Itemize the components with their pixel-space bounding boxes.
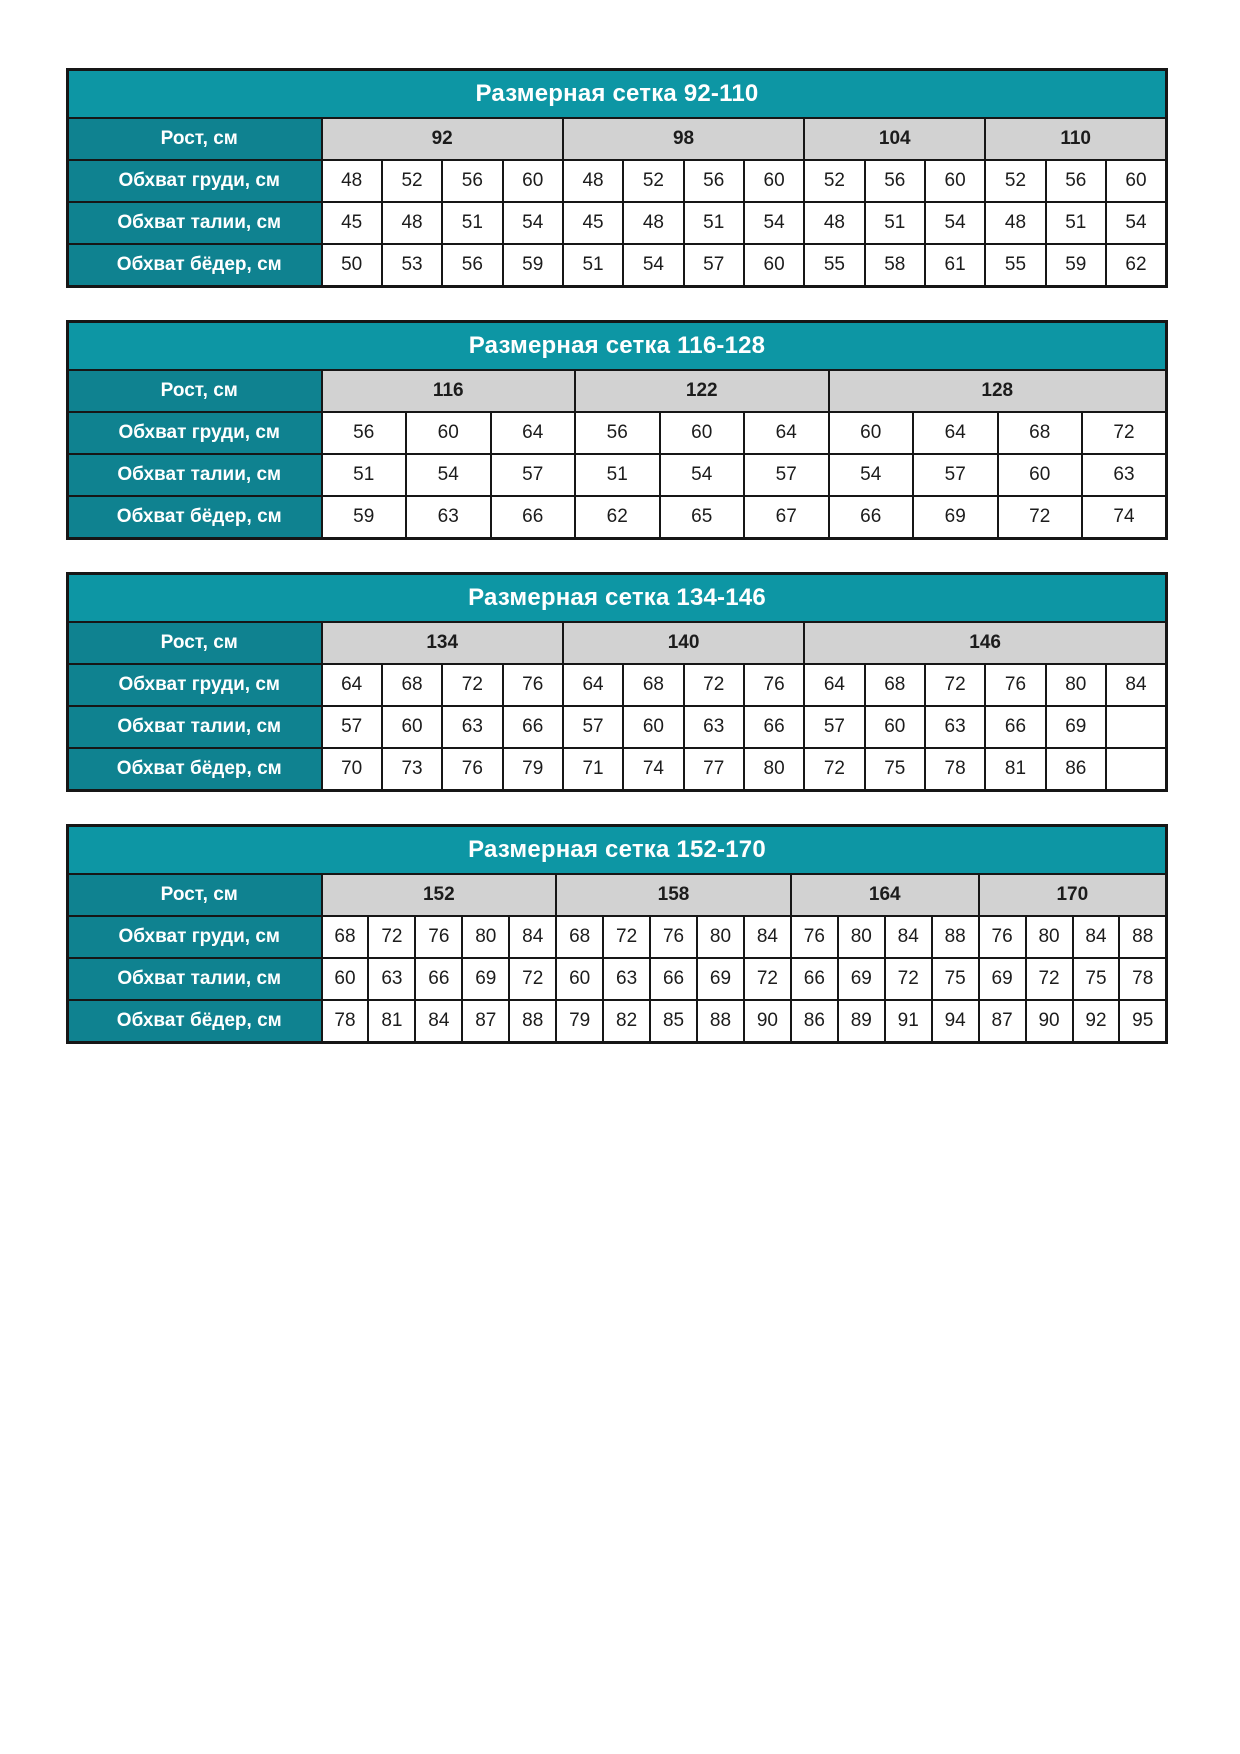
measurement-cell: 66 — [829, 496, 914, 539]
measurement-cell: 72 — [603, 916, 650, 958]
measurement-cell: 52 — [623, 160, 683, 202]
table-title: Размерная сетка 92-110 — [68, 70, 1167, 119]
measurement-cell: 75 — [932, 958, 979, 1000]
row-label-chest: Обхват груди, см — [68, 412, 322, 454]
measurement-cell: 84 — [509, 916, 556, 958]
measurement-cell: 48 — [804, 202, 864, 244]
measurement-cell: 64 — [322, 664, 382, 706]
height-group-cell: 140 — [563, 622, 804, 664]
measurement-cell: 59 — [322, 496, 407, 539]
measurement-cell: 78 — [1119, 958, 1166, 1000]
measurement-cell: 51 — [563, 244, 623, 287]
measurement-cell: 51 — [865, 202, 925, 244]
height-group-cell: 104 — [804, 118, 985, 160]
measurement-cell: 86 — [1046, 748, 1106, 791]
row-label-height: Рост, см — [68, 622, 322, 664]
measurement-cell: 63 — [442, 706, 502, 748]
measurement-cell: 45 — [322, 202, 382, 244]
measurement-cell: 84 — [415, 1000, 462, 1043]
measurement-cell: 60 — [829, 412, 914, 454]
measurement-cell: 89 — [838, 1000, 885, 1043]
measurement-cell: 72 — [442, 664, 502, 706]
measurement-cell: 48 — [382, 202, 442, 244]
measurement-cell: 64 — [563, 664, 623, 706]
measurement-cell: 94 — [932, 1000, 979, 1043]
row-label-height: Рост, см — [68, 370, 322, 412]
height-group-cell: 110 — [985, 118, 1166, 160]
measurement-cell: 59 — [503, 244, 563, 287]
measurement-cell: 84 — [1073, 916, 1120, 958]
measurement-cell: 66 — [503, 706, 563, 748]
measurement-cell: 54 — [829, 454, 914, 496]
measurement-cell: 81 — [985, 748, 1045, 791]
measurement-cell: 48 — [623, 202, 683, 244]
measurement-cell: 54 — [744, 202, 804, 244]
measurement-cell: 87 — [979, 1000, 1026, 1043]
measurement-cell: 60 — [998, 454, 1083, 496]
measurement-cell: 75 — [1073, 958, 1120, 1000]
measurement-cell: 72 — [1026, 958, 1073, 1000]
measurement-cell: 85 — [650, 1000, 697, 1043]
measurement-cell: 57 — [684, 244, 744, 287]
measurement-cell: 54 — [406, 454, 491, 496]
measurement-cell: 76 — [650, 916, 697, 958]
measurement-cell: 56 — [865, 160, 925, 202]
measurement-cell: 56 — [684, 160, 744, 202]
row-label-chest: Обхват груди, см — [68, 664, 322, 706]
measurement-cell: 80 — [1046, 664, 1106, 706]
height-group-cell: 128 — [829, 370, 1167, 412]
row-label-waist: Обхват талии, см — [68, 454, 322, 496]
measurement-cell: 66 — [650, 958, 697, 1000]
measurement-cell: 80 — [744, 748, 804, 791]
measurement-cell: 66 — [744, 706, 804, 748]
measurement-cell: 76 — [791, 916, 838, 958]
measurement-cell: 68 — [322, 916, 369, 958]
measurement-cell: 80 — [838, 916, 885, 958]
measurement-cell: 90 — [744, 1000, 791, 1043]
measurement-cell: 62 — [1106, 244, 1167, 287]
measurement-cell: 56 — [1046, 160, 1106, 202]
measurement-cell: 56 — [322, 412, 407, 454]
measurement-cell: 90 — [1026, 1000, 1073, 1043]
measurement-cell: 53 — [382, 244, 442, 287]
measurement-cell: 52 — [985, 160, 1045, 202]
row-label-waist: Обхват талии, см — [68, 706, 322, 748]
measurement-cell: 63 — [925, 706, 985, 748]
measurement-cell: 74 — [1082, 496, 1167, 539]
measurement-cell: 63 — [603, 958, 650, 1000]
measurement-cell: 79 — [556, 1000, 603, 1043]
measurement-cell: 57 — [804, 706, 864, 748]
measurement-cell: 95 — [1119, 1000, 1166, 1043]
measurement-cell: 60 — [744, 160, 804, 202]
measurement-cell: 76 — [415, 916, 462, 958]
measurement-cell: 56 — [442, 160, 502, 202]
measurement-cell: 58 — [865, 244, 925, 287]
measurement-cell: 92 — [1073, 1000, 1120, 1043]
height-group-cell: 158 — [556, 874, 791, 916]
measurement-cell: 60 — [322, 958, 369, 1000]
measurement-cell: 80 — [1026, 916, 1073, 958]
height-group-cell: 134 — [322, 622, 563, 664]
size-tables-container — [66, 68, 1168, 1076]
measurement-cell: 63 — [368, 958, 415, 1000]
measurement-cell: 57 — [913, 454, 998, 496]
measurement-cell: 88 — [697, 1000, 744, 1043]
measurement-cell: 69 — [838, 958, 885, 1000]
row-label-height: Рост, см — [68, 118, 322, 160]
measurement-cell: 66 — [985, 706, 1045, 748]
measurement-cell: 45 — [563, 202, 623, 244]
measurement-cell: 51 — [684, 202, 744, 244]
measurement-cell: 60 — [1106, 160, 1167, 202]
height-group-cell: 164 — [791, 874, 979, 916]
measurement-cell: 68 — [865, 664, 925, 706]
measurement-cell: 66 — [415, 958, 462, 1000]
height-group-cell: 92 — [322, 118, 563, 160]
measurement-cell: 71 — [563, 748, 623, 791]
measurement-cell: 61 — [925, 244, 985, 287]
measurement-cell: 54 — [660, 454, 745, 496]
size-table-2 — [66, 320, 1168, 540]
measurement-cell: 54 — [623, 244, 683, 287]
measurement-cell: 67 — [744, 496, 829, 539]
measurement-cell — [1106, 748, 1167, 791]
measurement-cell: 51 — [575, 454, 660, 496]
measurement-cell: 72 — [885, 958, 932, 1000]
measurement-cell: 68 — [998, 412, 1083, 454]
measurement-cell: 48 — [985, 202, 1045, 244]
measurement-cell: 72 — [925, 664, 985, 706]
row-label-hips: Обхват бёдер, см — [68, 748, 322, 791]
measurement-cell: 60 — [660, 412, 745, 454]
measurement-cell: 88 — [509, 1000, 556, 1043]
row-label-chest: Обхват груди, см — [68, 160, 322, 202]
measurement-cell: 56 — [442, 244, 502, 287]
measurement-cell: 60 — [556, 958, 603, 1000]
measurement-cell: 69 — [462, 958, 509, 1000]
measurement-cell: 72 — [1082, 412, 1167, 454]
measurement-cell: 69 — [697, 958, 744, 1000]
measurement-cell: 72 — [744, 958, 791, 1000]
measurement-cell: 54 — [503, 202, 563, 244]
measurement-cell: 72 — [509, 958, 556, 1000]
height-group-cell: 146 — [804, 622, 1166, 664]
measurement-cell: 88 — [1119, 916, 1166, 958]
height-group-cell: 98 — [563, 118, 804, 160]
measurement-cell: 52 — [382, 160, 442, 202]
measurement-cell: 64 — [913, 412, 998, 454]
measurement-cell: 54 — [925, 202, 985, 244]
measurement-cell: 82 — [603, 1000, 650, 1043]
measurement-cell: 78 — [925, 748, 985, 791]
measurement-cell: 68 — [556, 916, 603, 958]
measurement-cell: 55 — [985, 244, 1045, 287]
measurement-cell: 56 — [575, 412, 660, 454]
measurement-cell: 84 — [1106, 664, 1167, 706]
table-title: Размерная сетка 116-128 — [68, 322, 1167, 371]
size-table-3 — [66, 572, 1168, 792]
measurement-cell: 69 — [979, 958, 1026, 1000]
measurement-cell: 59 — [1046, 244, 1106, 287]
measurement-cell: 63 — [406, 496, 491, 539]
measurement-cell: 76 — [979, 916, 1026, 958]
measurement-cell: 78 — [322, 1000, 369, 1043]
height-group-cell: 170 — [979, 874, 1167, 916]
measurement-cell: 64 — [744, 412, 829, 454]
measurement-cell: 64 — [491, 412, 576, 454]
measurement-cell: 76 — [744, 664, 804, 706]
measurement-cell: 76 — [503, 664, 563, 706]
row-label-hips: Обхват бёдер, см — [68, 496, 322, 539]
measurement-cell: 57 — [563, 706, 623, 748]
measurement-cell: 87 — [462, 1000, 509, 1043]
measurement-cell: 80 — [462, 916, 509, 958]
measurement-cell: 50 — [322, 244, 382, 287]
measurement-cell: 76 — [985, 664, 1045, 706]
row-label-hips: Обхват бёдер, см — [68, 244, 322, 287]
measurement-cell: 66 — [491, 496, 576, 539]
measurement-cell — [1106, 706, 1167, 748]
height-group-cell: 152 — [322, 874, 557, 916]
measurement-cell: 60 — [925, 160, 985, 202]
measurement-cell: 52 — [804, 160, 864, 202]
measurement-cell: 72 — [998, 496, 1083, 539]
size-table-4 — [66, 824, 1168, 1044]
measurement-cell: 70 — [322, 748, 382, 791]
height-group-cell: 122 — [575, 370, 829, 412]
measurement-cell: 74 — [623, 748, 683, 791]
measurement-cell: 81 — [368, 1000, 415, 1043]
measurement-cell: 84 — [744, 916, 791, 958]
measurement-cell: 84 — [885, 916, 932, 958]
row-label-waist: Обхват талии, см — [68, 958, 322, 1000]
measurement-cell: 64 — [804, 664, 864, 706]
row-label-hips: Обхват бёдер, см — [68, 1000, 322, 1043]
measurement-cell: 60 — [382, 706, 442, 748]
measurement-cell: 72 — [684, 664, 744, 706]
measurement-cell: 48 — [563, 160, 623, 202]
row-label-waist: Обхват талии, см — [68, 202, 322, 244]
measurement-cell: 76 — [442, 748, 502, 791]
measurement-cell: 57 — [322, 706, 382, 748]
measurement-cell: 54 — [1106, 202, 1167, 244]
table-title: Размерная сетка 134-146 — [68, 574, 1167, 623]
measurement-cell: 57 — [744, 454, 829, 496]
row-label-height: Рост, см — [68, 874, 322, 916]
measurement-cell: 60 — [503, 160, 563, 202]
measurement-cell: 57 — [491, 454, 576, 496]
measurement-cell: 80 — [697, 916, 744, 958]
measurement-cell: 66 — [791, 958, 838, 1000]
measurement-cell: 60 — [623, 706, 683, 748]
size-table-1 — [66, 68, 1168, 288]
measurement-cell: 86 — [791, 1000, 838, 1043]
measurement-cell: 60 — [744, 244, 804, 287]
measurement-cell: 48 — [322, 160, 382, 202]
measurement-cell: 68 — [382, 664, 442, 706]
measurement-cell: 62 — [575, 496, 660, 539]
measurement-cell: 79 — [503, 748, 563, 791]
measurement-cell: 55 — [804, 244, 864, 287]
measurement-cell: 60 — [406, 412, 491, 454]
measurement-cell: 72 — [368, 916, 415, 958]
measurement-cell: 77 — [684, 748, 744, 791]
measurement-cell: 68 — [623, 664, 683, 706]
measurement-cell: 88 — [932, 916, 979, 958]
measurement-cell: 65 — [660, 496, 745, 539]
measurement-cell: 73 — [382, 748, 442, 791]
measurement-cell: 69 — [1046, 706, 1106, 748]
row-label-chest: Обхват груди, см — [68, 916, 322, 958]
measurement-cell: 75 — [865, 748, 925, 791]
measurement-cell: 51 — [442, 202, 502, 244]
measurement-cell: 51 — [322, 454, 407, 496]
measurement-cell: 51 — [1046, 202, 1106, 244]
measurement-cell: 63 — [684, 706, 744, 748]
measurement-cell: 91 — [885, 1000, 932, 1043]
measurement-cell: 69 — [913, 496, 998, 539]
measurement-cell: 72 — [804, 748, 864, 791]
table-title: Размерная сетка 152-170 — [68, 826, 1167, 875]
measurement-cell: 60 — [865, 706, 925, 748]
height-group-cell: 116 — [322, 370, 576, 412]
measurement-cell: 63 — [1082, 454, 1167, 496]
